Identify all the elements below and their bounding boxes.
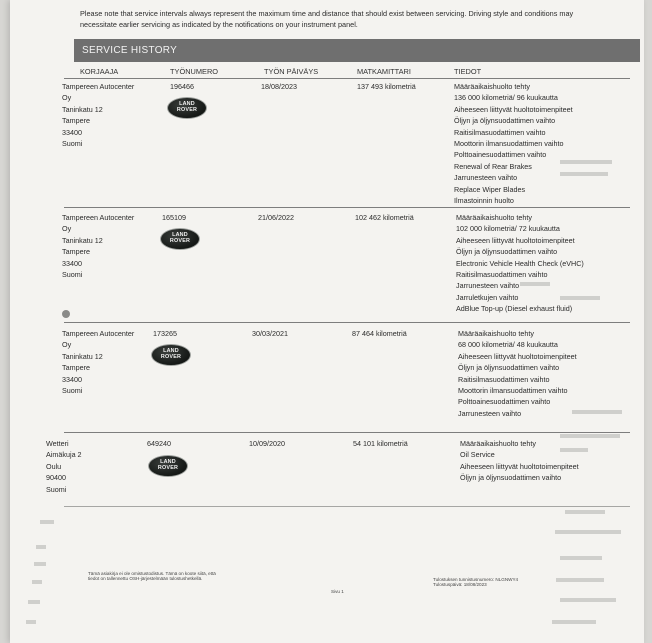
address-line: Suomi <box>62 385 83 395</box>
detail-item: Renewal of Rear Brakes <box>454 161 532 171</box>
column-header-job-number: TYÖNUMERO <box>170 67 219 76</box>
detail-item: 102 000 kilometriä/ 72 kuukautta <box>456 224 560 234</box>
detail-item: Raitisilmasuodattimen vaihto <box>456 269 548 279</box>
address-line: 33400 <box>62 374 82 384</box>
detail-item: Öljyn ja öljynsuodattimen vaihto <box>458 363 560 373</box>
entry-1-odometer: 137 493 kilometriä <box>357 82 416 91</box>
land-rover-logo-icon: LAND ROVER <box>167 97 207 119</box>
column-header-date: TYÖN PÄIVÄYS <box>264 67 319 76</box>
detail-item: Polttoainesuodattimen vaihto <box>454 150 547 160</box>
entry-4-odometer: 54 101 kilometriä <box>353 439 408 448</box>
address-line: Oy <box>62 340 72 350</box>
footer-disclaimer-line-2: tiedot on tallennettu OSH-järjestelmään tulostushetkellä. <box>88 576 203 582</box>
footer-print-id: Tulostuksen tunnistusnumero: NLGNWY4 <box>433 577 519 582</box>
detail-item: 136 000 kilometriä/ 96 kuukautta <box>454 93 558 103</box>
footer-disclaimer <box>88 571 216 582</box>
address-line: Taninkatu 12 <box>62 351 103 361</box>
address-line: Oy <box>62 224 72 234</box>
detail-item: Aiheeseen liittyvät huoltotoimenpiteet <box>456 235 575 245</box>
address-line: Taninkatu 12 <box>62 104 103 114</box>
detail-item: Raitisilmasuodattimen vaihto <box>454 127 546 137</box>
footer-print-info <box>433 577 518 588</box>
detail-item: Jarrunesteen vaihto <box>454 173 518 183</box>
detail-item: Määräaikaishuolto tehty <box>454 82 530 91</box>
address-line: Tampere <box>62 116 90 126</box>
detail-item: Määräaikaishuolto tehty <box>460 439 536 448</box>
entry-1-date: 18/08/2023 <box>261 82 297 91</box>
detail-item: AdBlue Top-up (Diesel exhaust fluid) <box>456 304 573 314</box>
detail-item: Öljyn ja öljynsuodattimen vaihto <box>454 116 556 126</box>
entry-3-date: 30/03/2021 <box>252 329 288 338</box>
address-line: Wetteri <box>46 439 69 448</box>
column-header-details: TIEDOT <box>454 67 482 76</box>
detail-item: Aiheeseen liittyvät huoltotoimenpiteet <box>458 351 577 361</box>
detail-item: Ilmastoinnin huolto <box>454 195 514 205</box>
footer-print-date: Tulostuspäivä: 18/08/2023 <box>433 582 487 588</box>
address-line: Tampereen Autocenter <box>62 213 135 222</box>
entry-2-date: 21/06/2022 <box>258 213 294 222</box>
detail-item: Raitisilmasuodattimen vaihto <box>458 374 550 384</box>
detail-item: Jarruletkujen vaihto <box>456 292 519 302</box>
entry-2-job-number: 165109 <box>162 213 186 222</box>
detail-item: Määräaikaishuolto tehty <box>458 329 534 338</box>
detail-item: Jarrunesteen vaihto <box>456 281 520 291</box>
entry-4-date: 10/09/2020 <box>249 439 285 448</box>
detail-item: Aiheeseen liittyvät huoltotoimenpiteet <box>454 104 573 114</box>
land-rover-logo-icon: LAND ROVER <box>148 455 188 477</box>
detail-item: Polttoainesuodattimen vaihto <box>458 397 551 407</box>
address-line: Tampere <box>62 363 90 373</box>
address-line: Suomi <box>62 269 83 279</box>
detail-item: Öljyn ja öljynsuodattimen vaihto <box>456 247 558 257</box>
detail-item: Jarrunesteen vaihto <box>458 408 522 418</box>
detail-item: Moottorin ilmansuodattimen vaihto <box>454 138 564 148</box>
entry-1-job-number: 196466 <box>170 82 194 91</box>
column-header-odometer: MATKAMITTARI <box>357 67 411 76</box>
detail-item: 68 000 kilometriä/ 48 kuukautta <box>458 340 558 350</box>
detail-item: Öljyn ja öljynsuodattimen vaihto <box>460 473 562 483</box>
entry-4-job-number: 649240 <box>147 439 171 448</box>
entry-2-odometer: 102 462 kilometriä <box>355 213 414 222</box>
notice-line-2: necessitate earlier servicing as indicated by the notifications on your instrument panel. <box>80 20 358 29</box>
address-line: Suomi <box>46 484 67 494</box>
land-rover-logo-icon: LAND ROVER <box>160 228 200 250</box>
address-line: Tampereen Autocenter <box>62 329 135 338</box>
detail-item: Moottorin ilmansuodattimen vaihto <box>458 385 568 395</box>
footer-disclaimer-line-1: Tämä asiakirja ei ole omistustodistus. Tämä on koote siitä, että <box>88 571 216 576</box>
entry-3-odometer: 87 464 kilometriä <box>352 329 407 338</box>
footer-page-number: Sivu 1 <box>331 589 344 594</box>
detail-item: Replace Wiper Blades <box>454 184 526 194</box>
address-line: Tampereen Autocenter <box>62 82 135 91</box>
land-rover-logo-icon: LAND ROVER <box>151 344 191 366</box>
detail-item: Määräaikaishuolto tehty <box>456 213 532 222</box>
address-line: Oulu <box>46 461 62 471</box>
section-title: SERVICE HISTORY <box>82 45 178 56</box>
notice-line-1: Please note that service intervals always represent the maximum time and distance that should exist between servicing. Driving style and conditions may <box>80 9 574 18</box>
entry-3-job-number: 173265 <box>153 329 177 338</box>
address-line: 90400 <box>46 473 66 483</box>
address-line: Tampere <box>62 247 90 257</box>
address-line: Aimäkuja 2 <box>46 450 82 460</box>
detail-item: Oil Service <box>460 450 495 460</box>
detail-item: Aiheeseen liittyvät huoltotoimenpiteet <box>460 461 579 471</box>
detail-item: Electronic Vehicle Health Check (eVHC) <box>456 258 584 268</box>
address-line: Oy <box>62 93 72 103</box>
address-line: Taninkatu 12 <box>62 235 103 245</box>
address-line: 33400 <box>62 127 82 137</box>
address-line: Suomi <box>62 138 83 148</box>
address-line: 33400 <box>62 258 82 268</box>
column-header-repairer: KORJAAJA <box>80 67 119 76</box>
